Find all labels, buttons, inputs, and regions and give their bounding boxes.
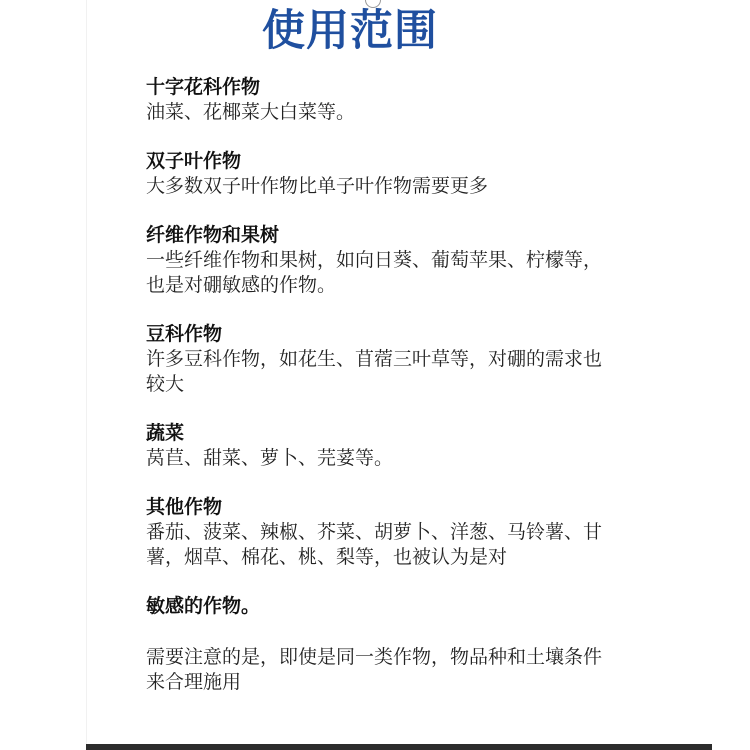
section-heading: 其他作物 [146,496,223,518]
section-heading: 蔬菜 [146,422,185,444]
section-body: 大多数双子叶作物比单子叶作物需要更多 [146,175,489,197]
section-heading: 十字花科作物 [146,76,261,98]
section-heading: 豆科作物 [146,323,223,345]
closing-note: 需要注意的是，即使是同一类作物，物品种和土壤条件来合理施用 [146,646,603,693]
section-body: 油菜、花椰菜大白菜等。 [146,101,356,123]
section-vegetables [146,421,616,471]
section-dicot [146,149,616,199]
bottom-border [86,744,712,750]
section-heading: 敏感的作物。 [146,595,261,617]
section-legumes [146,322,616,397]
section-body: 莴苣、甜菜、萝卜、芫荽等。 [146,447,394,469]
section-other [146,495,616,570]
section-heading: 双子叶作物 [146,150,242,172]
section-body: 一些纤维作物和果树，如向日葵、葡萄苹果、柠檬等，也是对硼敏感的作物。 [146,249,603,296]
section-fiber-fruit [146,223,616,298]
content-area [146,75,616,695]
section-heading: 纤维作物和果树 [146,224,280,246]
page-title: 使用范围 [262,6,438,56]
section-sensitive [146,594,616,619]
section-cruciferous [146,75,616,125]
section-body: 番茄、菠菜、辣椒、芥菜、胡萝卜、洋葱、马铃薯、甘薯，烟草、棉花、桃、梨等，也被认为是对 [146,521,603,568]
section-body: 许多豆科作物，如花生、苜蓿三叶草等，对硼的需求也较大 [146,348,603,395]
